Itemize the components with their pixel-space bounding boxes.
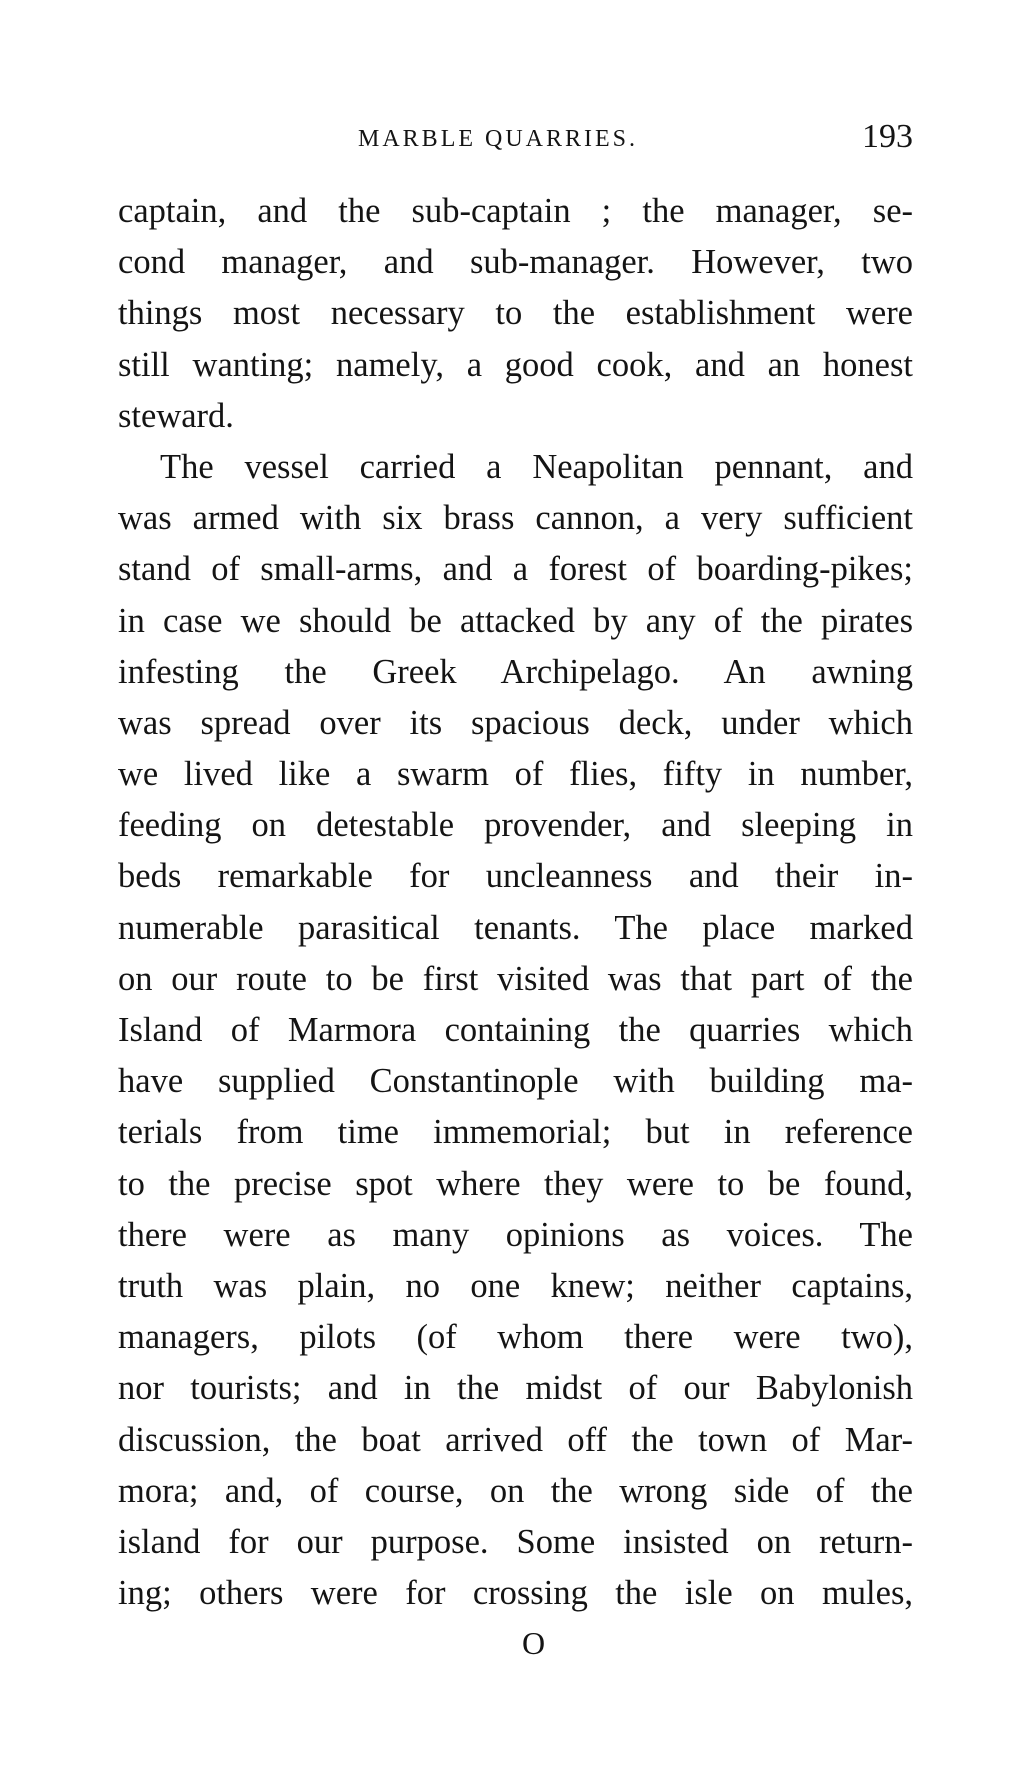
body-text: [118, 186, 913, 1619]
text-line: managers, pilots (of whom there were two),: [118, 1318, 913, 1357]
text-line: still wanting; namely, a good cook, and an honest: [118, 345, 913, 384]
text-line: feeding on detestable provender, and sleeping in: [118, 806, 913, 845]
text-line: things most necessary to the establishment were: [118, 294, 913, 333]
text-line: terials from time immemorial; but in reference: [118, 1113, 913, 1152]
page-number: 193: [862, 118, 913, 155]
running-title: MARBLE QUARRIES.: [358, 126, 639, 152]
signature-mark: O: [522, 1625, 546, 1661]
text-line: The vessel carried a Neapolitan pennant, and: [160, 447, 913, 486]
text-line: discussion, the boat arrived off the town of Mar-: [118, 1420, 913, 1459]
text-line: on our route to be first visited was that part of the: [118, 959, 913, 998]
text-line: Island of Marmora containing the quarries which: [118, 1011, 913, 1049]
text-line: infesting the Greek Archipelago. An awning: [118, 652, 913, 691]
text-line: captain, and the sub-captain ; the manager, se-: [118, 192, 913, 230]
text-line: stand of small-arms, and a forest of boarding-pikes;: [118, 550, 913, 589]
text-line: truth was plain, no one knew; neither captains,: [118, 1266, 913, 1305]
text-line: steward.: [118, 396, 234, 435]
text-line: nor tourists; and in the midst of our Babylonish: [118, 1369, 913, 1408]
text-line: in case we should be attacked by any of the pirates: [118, 601, 913, 640]
text-line: there were as many opinions as voices. The: [118, 1215, 913, 1254]
text-line: to the precise spot where they were to be found,: [118, 1164, 913, 1203]
text-line: we lived like a swarm of flies, fifty in number,: [118, 755, 913, 794]
text-line: ing; others were for crossing the isle on mules,: [118, 1574, 913, 1613]
text-line: beds remarkable for uncleanness and their in-: [118, 857, 913, 896]
text-line: was armed with six brass cannon, a very sufficient: [118, 499, 913, 538]
text-line: was spread over its spacious deck, under which: [118, 703, 913, 742]
text-line: cond manager, and sub-manager. However, two: [118, 243, 913, 282]
text-line: numerable parasitical tenants. The place marked: [118, 908, 913, 947]
running-head: [118, 118, 913, 166]
text-line: have supplied Constantinople with building ma-: [118, 1062, 913, 1101]
text-line: mora; and, of course, on the wrong side of the: [118, 1471, 913, 1510]
text-line: island for our purpose. Some insisted on return-: [118, 1522, 913, 1561]
